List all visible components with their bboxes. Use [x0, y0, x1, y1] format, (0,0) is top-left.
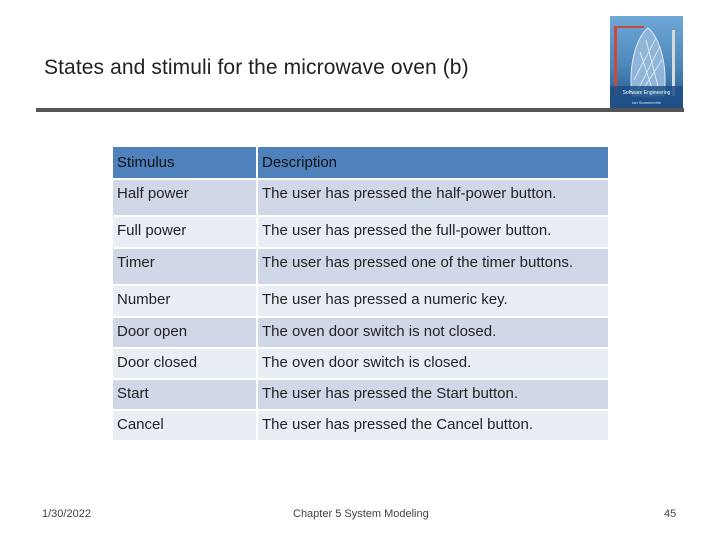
stimulus-cell: Full power — [112, 216, 257, 248]
description-cell: The user has pressed one of the timer buttons. — [257, 248, 609, 285]
description-cell: The user has pressed a numeric key. — [257, 285, 609, 317]
description-cell: The oven door switch is closed. — [257, 348, 609, 379]
footer-chapter: Chapter 5 System Modeling — [293, 508, 429, 520]
table-row — [112, 410, 609, 441]
column-header-description: Description — [257, 146, 609, 179]
slide-title: States and stimuli for the microwave oven (b) — [44, 56, 469, 79]
description-cell: The user has pressed the Cancel button. — [257, 410, 609, 441]
book-title: Software Engineering — [622, 90, 671, 96]
table-header-row — [112, 146, 609, 179]
stimulus-cell: Number — [112, 285, 257, 317]
book-author: Ian Sommerville — [632, 100, 661, 105]
stimuli-table — [111, 145, 610, 442]
table-row — [112, 248, 609, 285]
table-row — [112, 285, 609, 317]
table-row — [112, 348, 609, 379]
stimulus-cell: Cancel — [112, 410, 257, 441]
table-row — [112, 179, 609, 216]
book-cover-image — [610, 16, 683, 108]
stimulus-cell: Start — [112, 379, 257, 410]
table-row — [112, 317, 609, 348]
description-cell: The user has pressed the full-power button. — [257, 216, 609, 248]
table-row — [112, 216, 609, 248]
footer-date: 1/30/2022 — [42, 508, 91, 520]
stimulus-cell: Timer — [112, 248, 257, 285]
description-cell: The oven door switch is not closed. — [257, 317, 609, 348]
description-cell: The user has pressed the Start button. — [257, 379, 609, 410]
description-cell: The user has pressed the half-power button. — [257, 179, 609, 216]
footer-page-number: 45 — [664, 508, 677, 520]
title-divider — [36, 108, 684, 112]
table-row — [112, 379, 609, 410]
stimulus-cell: Door closed — [112, 348, 257, 379]
stimulus-cell: Half power — [112, 179, 257, 216]
stimulus-cell: Door open — [112, 317, 257, 348]
column-header-stimulus: Stimulus — [112, 146, 257, 179]
